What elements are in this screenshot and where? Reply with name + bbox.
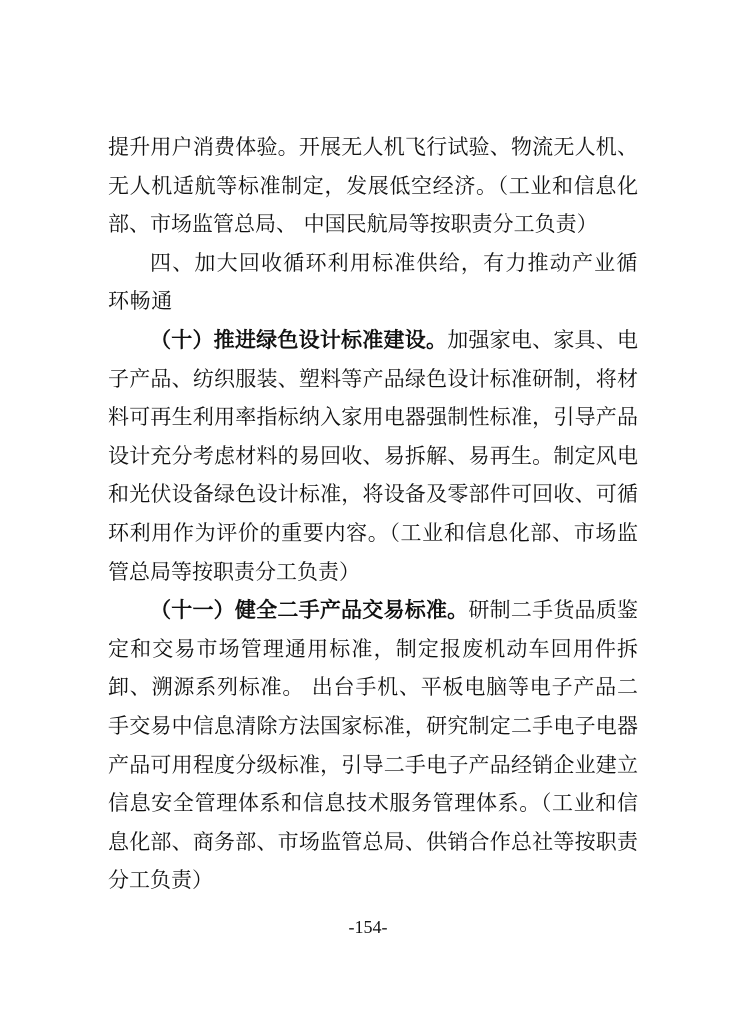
item-11-paragraph xyxy=(108,591,638,900)
item-10-body: 加强家电、家具、电子产品、纺织服装、塑料等产品绿色设计标准研制，将材料可再生利用率指标纳入家用电器强制性标准，引导产品设计充分考虑材料的易回收、易拆解、易再生。制定风电和光伏设备绿色设计标准，将设备及零部件可回收、可循环利用作为评价的重要内容。（工业和信息化部、市场监管总局等按职责分工负责） xyxy=(108,327,639,584)
page-number: -154- xyxy=(348,917,388,937)
item-10-title: （十）推进绿色设计标准建设。 xyxy=(150,326,448,352)
section-heading-4: 四、加大回收循环利用标准供给，有力推动产业循环畅通 xyxy=(108,250,638,314)
document-body xyxy=(108,128,638,900)
item-11-body: 研制二手货品质鉴定和交易市场管理通用标准，制定报废机动车回用件拆卸、溯源系列标准。 出台手机、平板电脑等电子产品二手交易中信息清除方法国家标准，研究制定二手电子电器产品可用程度分级标准，引导二手电子产品经销企业建立信息安全管理体系和信息技术服务管理体系。（工业和信息化部、商务部、市场监管总局、供销合作总社等按职责分工负责） xyxy=(108,598,639,893)
item-11-title: （十一）健全二手产品交易标准。 xyxy=(150,597,469,623)
paragraph-continuation: 提升用户消费体验。开展无人机飞行试验、物流无人机、无人机适航等标准制定，发展低空经济。（工业和信息化部、市场监管总局、 中国民航局等按职责分工负责） xyxy=(108,135,638,237)
item-10-paragraph xyxy=(108,321,638,591)
